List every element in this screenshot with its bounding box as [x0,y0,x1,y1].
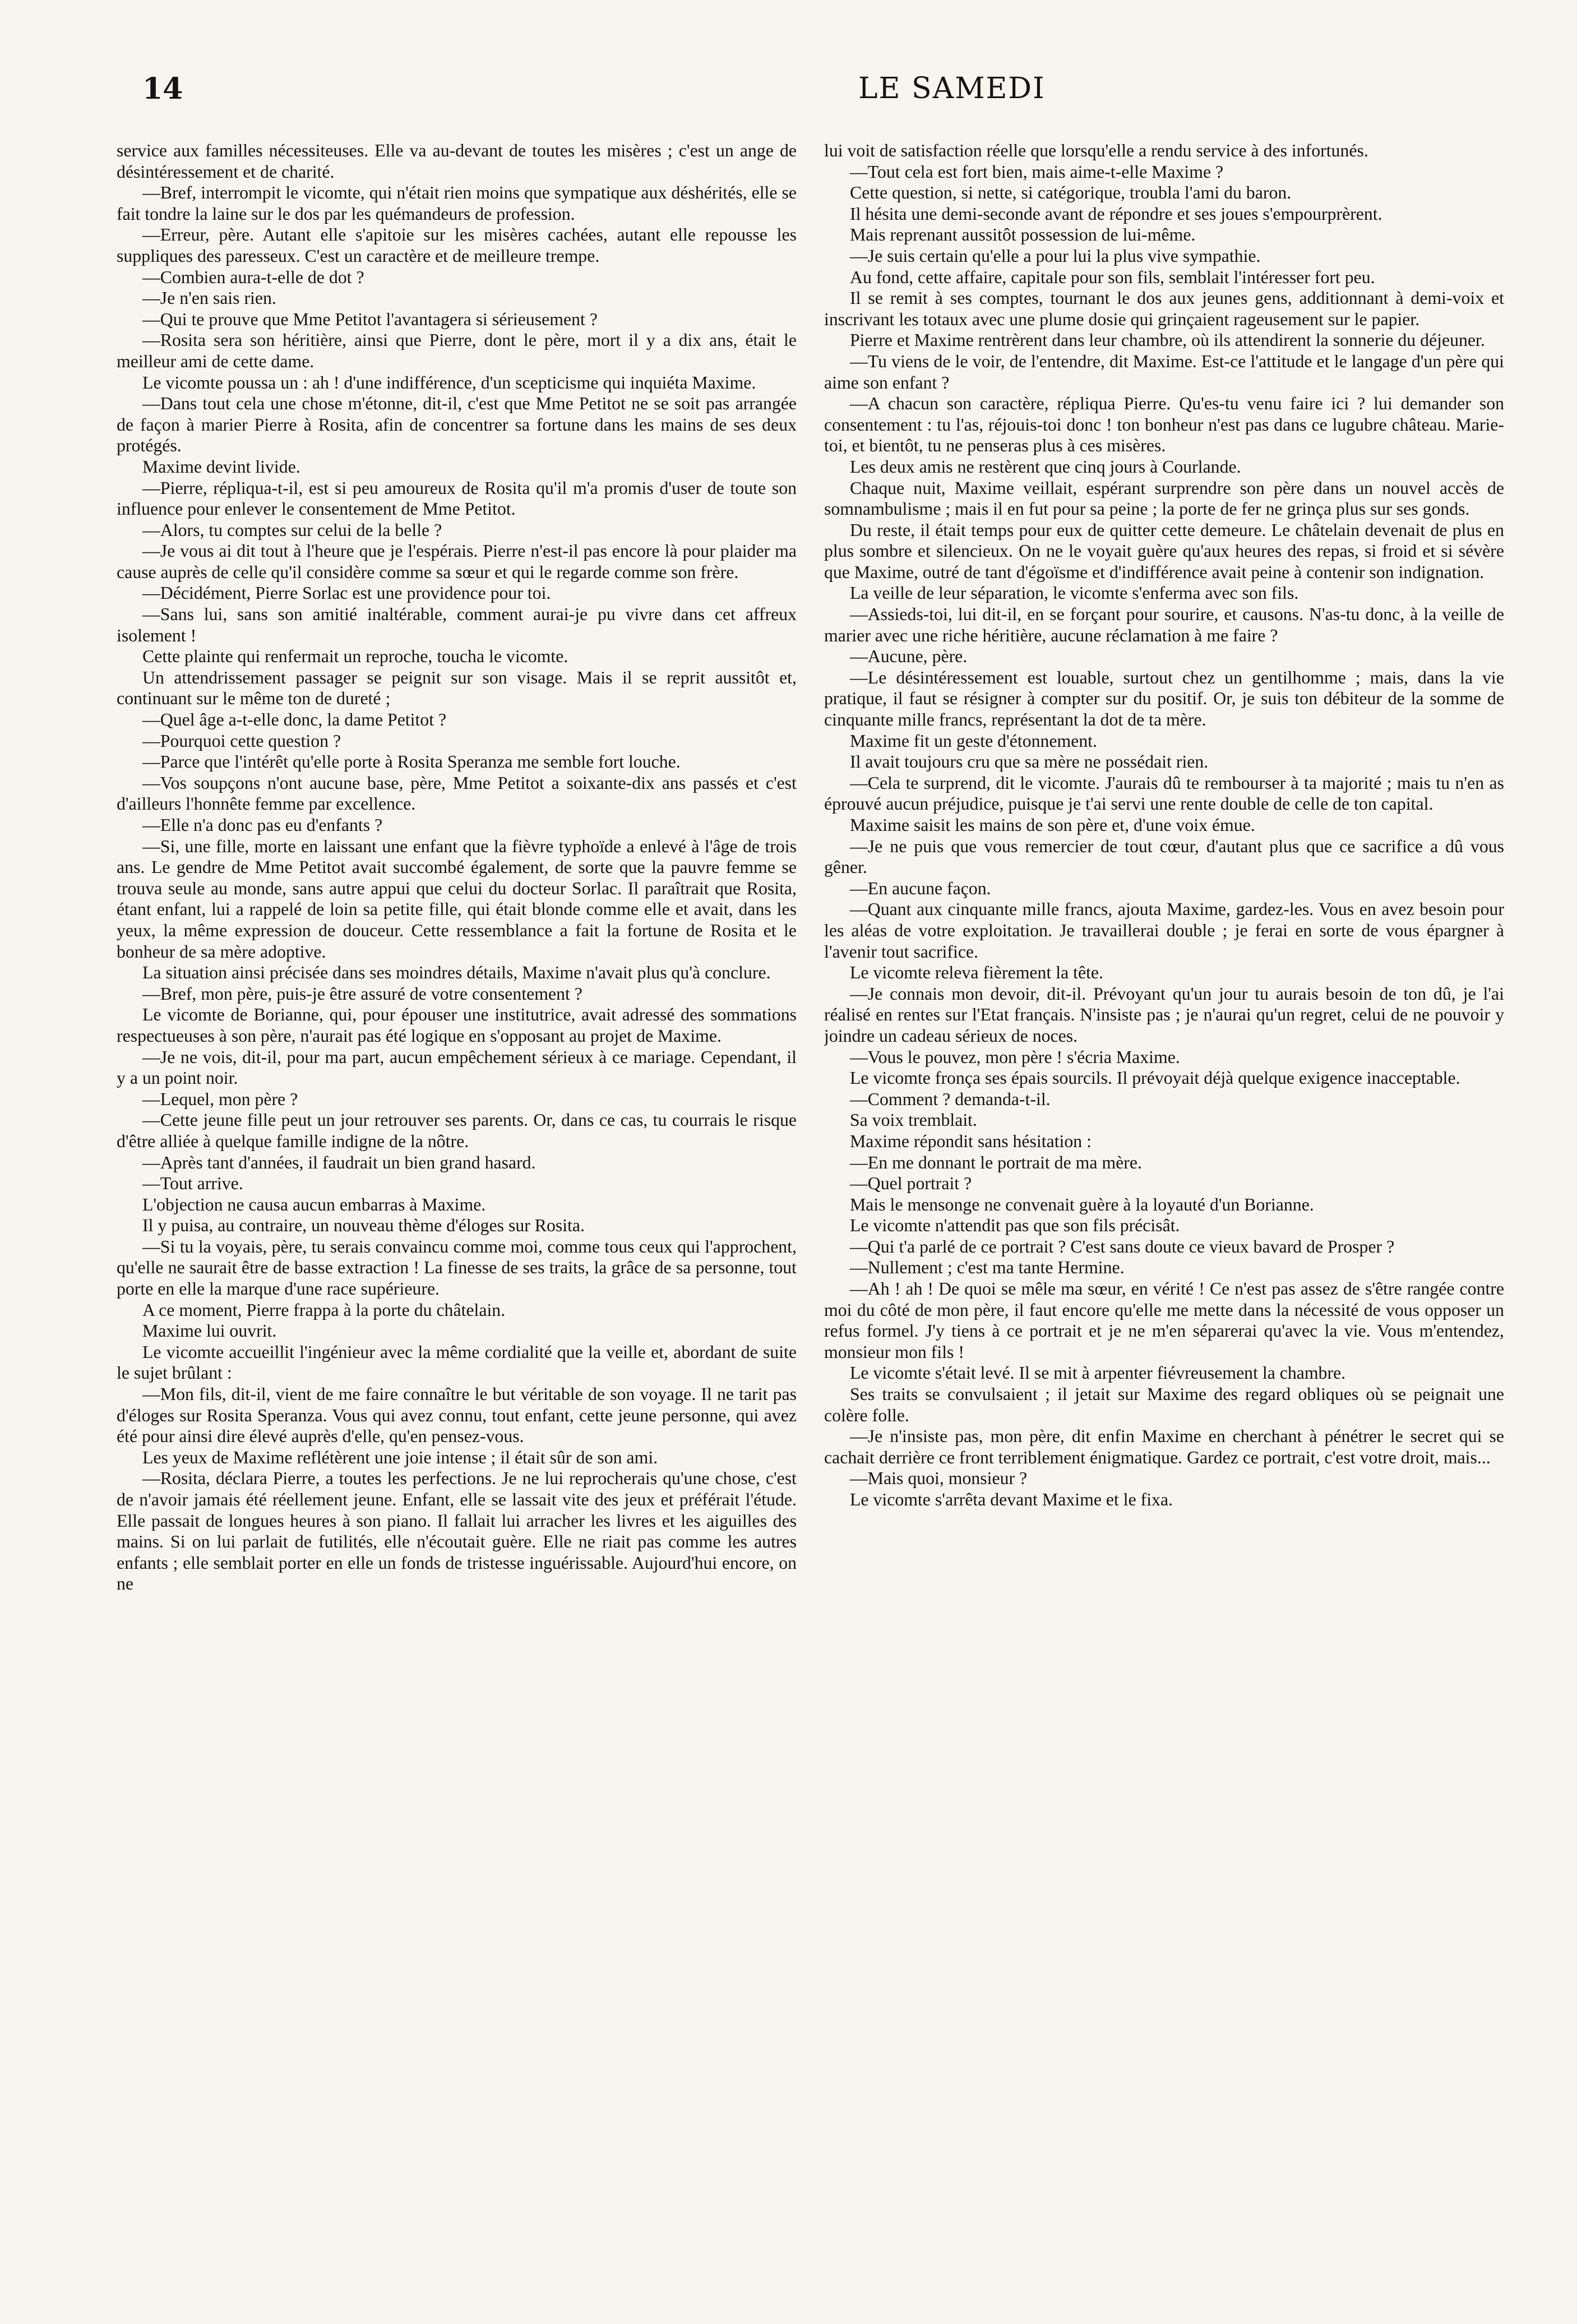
paragraph: Il se remit à ses comptes, tournant le dos aux jeunes gens, additionnant à demi-voix et inscrivant les totaux avec une plume dosie qui grinçaient rageusement sur le papier. [824,288,1504,329]
paragraph: —Je connais mon devoir, dit-il. Prévoyant qu'un jour tu aurais besoin de ton dû, je l'ai réalisé en rentes sur l'Etat français. N'insiste pas ; je n'aurai qu'un regret, celui de ne pouvoir y joindre un cadeau sérieux de noces. [824,983,1504,1046]
paragraph: —Bref, mon père, puis-je être assuré de votre consentement ? [142,983,582,1004]
paragraph: Il y puisa, au contraire, un nouveau thème d'éloges sur Rosita. [142,1216,585,1236]
text-column-left [117,140,797,2293]
paragraph: —Je suis certain qu'elle a pour lui la plus vive sympathie. [850,246,1261,266]
paragraph: Au fond, cette affaire, capitale pour son fils, semblait l'intéresser fort peu. [850,267,1375,287]
paragraph: Du reste, il était temps pour eux de quitter cette demeure. Le châtelain devenait de plus en plus sombre et silencieux. On ne le voyait guère qu'aux heures des repas, si froid et si sévère que Maxime, outré de tant d'égoïsme et d'indifférence avait peine à contenir son indignation. [824,520,1504,582]
paragraph: —Bref, interrompit le vicomte, qui n'était rien moins que sympatique aux déshérités, elle se fait tondre la laine sur le dos par les quémandeurs de profession. [117,183,797,224]
paragraph: Maxime lui ouvrit. [142,1321,277,1341]
paragraph: —Quel âge a-t-elle donc, la dame Petitot ? [142,710,447,730]
paragraph: —Cette jeune fille peut un jour retrouver ses parents. Or, dans ce cas, tu courrais le risque d'être alliée à quelque famille indigne de la nôtre. [117,1110,797,1151]
paragraph: —Je n'insiste pas, mon père, dit enfin Maxime en cherchant à pénétrer le secret qui se cachait derrière ce front terriblement énigmatique. Gardez ce portrait, c'est votre droit, mais... [824,1426,1504,1467]
paragraph: —Nullement ; c'est ma tante Hermine. [850,1258,1125,1278]
paragraph: Maxime saisit les mains de son père et, d'une voix émue. [850,815,1255,835]
paragraph: —Lequel, mon père ? [142,1089,298,1109]
paragraph: service aux familles nécessiteuses. Elle va au-devant de toutes les misères ; c'est un ange de désintéressement et de charité. [117,141,797,182]
paragraph: —Tout arrive. [142,1173,243,1194]
paragraph: —Tu viens de le voir, de l'entendre, dit Maxime. Est-ce l'attitude et le langage d'un père qui aime son enfant ? [824,351,1504,392]
paragraph: Le vicomte releva fièrement la tête. [850,963,1103,983]
paragraph: Maxime répondit sans hésitation : [850,1131,1092,1151]
paragraph: Les yeux de Maxime reflétèrent une joie intense ; il était sûr de son ami. [142,1447,658,1467]
paragraph: Le vicomte n'attendit pas que son fils précisât. [850,1216,1180,1236]
paragraph: Il avait toujours cru que sa mère ne possédait rien. [850,752,1209,772]
paragraph: Maxime fit un geste d'étonnement. [850,731,1098,751]
paragraph: —Si tu la voyais, père, tu serais convaincu comme moi, comme tous ceux qui l'approchent, qu'elle ne saurait être de basse extraction ! La finesse de ses traits, la grâce de sa personne, tout porte en elle la marque d'une race supérieure. [117,1236,797,1299]
paragraph: La veille de leur séparation, le vicomte s'enferma avec son fils. [850,583,1299,603]
paragraph: —Dans tout cela une chose m'étonne, dit-il, c'est que Mme Petitot ne se soit pas arrangée de façon à marier Pierre à Rosita, afin de concentrer sa fortune dans les mains de ses deux protégés. [117,394,797,456]
paragraph: Mais le mensonge ne convenait guère à la loyauté d'un Borianne. [850,1194,1314,1214]
paragraph: Chaque nuit, Maxime veillait, espérant surprendre son père dans un nouvel accès de somnambulisme ; mais il en fut pour sa peine ; la porte de fer ne grinça plus sur ses gonds. [824,478,1504,519]
paragraph: —Vous le pouvez, mon père ! s'écria Maxime. [850,1047,1180,1067]
running-head [117,72,1476,111]
paragraph: —Qui t'a parlé de ce portrait ? C'est sans doute ce vieux bavard de Prosper ? [850,1236,1395,1256]
paragraph: Cette question, si nette, si catégorique, troubla l'ami du baron. [850,183,1292,203]
paragraph: La situation ainsi précisée dans ses moindres détails, Maxime n'avait plus qu'à conclure. [142,963,771,983]
paragraph: Le vicomte s'était levé. Il se mit à arpenter fiévreusement la chambre. [850,1363,1346,1383]
paragraph: —Décidément, Pierre Sorlac est une providence pour toi. [142,583,551,603]
paragraph: —Comment ? demanda-t-il. [850,1089,1051,1109]
journal-title: LE SAMEDI [858,72,1046,105]
paragraph: —Qui te prouve que Mme Petitot l'avantagera si sérieusement ? [142,309,598,329]
paragraph: —En me donnant le portrait de ma mère. [850,1152,1142,1172]
paragraph: —Je vous ai dit tout à l'heure que je l'espérais. Pierre n'est-il pas encore là pour plaider ma cause auprès de celle qu'il considère comme sa sœur et qui le regarde comme son frère. [117,541,797,582]
paragraph: —A chacun son caractère, répliqua Pierre. Qu'es-tu venu faire ici ? lui demander son consentement : tu l'as, réjouis-toi donc ! ton bonheur n'est pas dans ce lugubre château. Marie-toi, et bientôt, tu ne penseras plus à ces misères. [824,394,1504,456]
paragraph: —Aucune, père. [850,646,968,667]
paragraph: —Si, une fille, morte en laissant une enfant que la fièvre typhoïde a enlevé à l'âge de trois ans. Le gendre de Mme Petitot avait succombé également, de sorte que la pauvre femme se trouva seule au monde, sans autre appui que celui du docteur Sorlac. Il paraîtrait que Rosita, étant enfant, lui a rappelé de loin sa petite fille, qui était blonde comme elle et avait, dans les yeux, la même expression de douceur. Cette ressemblance a fait la fortune de Rosita et le bonheur de sa mère adoptive. [117,836,797,962]
paragraph: Pierre et Maxime rentrèrent dans leur chambre, où ils attendirent la sonnerie du déjeuner. [850,330,1485,350]
paragraph: —Cela te surprend, dit le vicomte. J'aurais dû te rembourser à ta majorité ; mais tu n'en as éprouvé aucun préjudice, puisque je t'ai servi une rente double de celle de ton capital. [824,773,1504,814]
paragraph: Le vicomte s'arrêta devant Maxime et le fixa. [850,1490,1173,1509]
paragraph: Les deux amis ne restèrent que cinq jours à Courlande. [850,456,1241,477]
paragraph: —En aucune façon. [850,878,991,898]
paragraph: Le vicomte accueillit l'ingénieur avec la même cordialité que la veille et, abordant de suite le sujet brûlant : [117,1342,797,1383]
paragraph: —Pourquoi cette question ? [142,731,341,751]
paragraph: —Erreur, père. Autant elle s'apitoie sur les misères cachées, autant elle repousse les suppliques des paresseux. C'est un caractère et de meilleure trempe. [117,225,797,266]
paragraph: Il hésita une demi-seconde avant de répondre et ses joues s'empourprèrent. [850,204,1382,224]
page-number: 14 [142,72,183,106]
paragraph: —Rosita, déclara Pierre, a toutes les perfections. Je ne lui reprocherais qu'une chose, c'est de n'avoir jamais été réellement jeune. Enfant, elle se lassait vite des jeux et préférait l'étude. Elle passait de longues heures à son piano. Il fallait lui arracher les livres et les aiguilles des mains. Si on lui parlait de futilités, elle n'écoutait guère. Elle ne riait pas comme les autres enfants ; elle semblait porter en elle un fonds de tristesse inguérissable. Aujourd'hui encore, on ne [117,1468,797,1594]
paragraph: Sa voix tremblait. [850,1110,977,1130]
paragraph: —Le désintéressement est louable, surtout chez un gentilhomme ; mais, dans la vie pratique, il faut se résigner à compter sur du positif. Or, je suis ton débiteur de la somme de cinquante mille francs, représentant la dot de ta mère. [824,667,1504,730]
paragraph: —Je ne puis que vous remercier de tout cœur, d'autant plus que ce sacrifice a dû vous gêner. [824,836,1504,877]
paragraph: Le vicomte fronça ses épais sourcils. Il prévoyait déjà quelque exigence inacceptable. [850,1068,1460,1088]
paragraph: —Parce que l'intérêt qu'elle porte à Rosita Speranza me semble fort louche. [142,752,681,772]
paragraph: —Pierre, répliqua-t-il, est si peu amoureux de Rosita qu'il m'a promis d'user de toute son influence pour enlever le consentement de Mme Petitot. [117,478,797,519]
paragraph: —Je ne vois, dit-il, pour ma part, aucun empêchement sérieux à ce mariage. Cependant, il y a un point noir. [117,1047,797,1088]
paragraph: —Je n'en sais rien. [142,288,276,308]
paragraph: —Rosita sera son héritière, ainsi que Pierre, dont le père, mort il y a dix ans, était le meilleur ami de cette dame. [117,330,797,371]
paragraph: —Après tant d'années, il faudrait un bien grand hasard. [142,1152,536,1172]
paragraph: L'objection ne causa aucun embarras à Maxime. [142,1194,486,1214]
paragraph: Mais reprenant aussitôt possession de lui-même. [850,225,1196,245]
paragraph: —Ah ! ah ! De quoi se mêle ma sœur, en vérité ! Ce n'est pas assez de s'être rangée contre moi du côté de mon père, il faut encore qu'elle me mette dans la nécessité de vous opposer un refus formel. J'y tiens à ce portrait et je ne m'en séparerai qu'avec la vie. Vous m'entendez, monsieur mon fils ! [824,1279,1504,1362]
paragraph: —Tout cela est fort bien, mais aime-t-elle Maxime ? [850,161,1224,182]
paragraph: lui voit de satisfaction réelle que lorsqu'elle a rendu service à des infortunés. [824,141,1368,160]
paragraph: —Combien aura-t-elle de dot ? [142,267,364,287]
paragraph: Le vicomte de Borianne, qui, pour épouser une institutrice, avait adressé des sommations respectueuses à son père, n'aurait pas été logique en s'opposant au projet de Maxime. [117,1005,797,1046]
paragraph: —Quel portrait ? [850,1173,972,1194]
paragraph: —Elle n'a donc pas eu d'enfants ? [142,815,383,835]
text-column-right [824,140,1504,2293]
paragraph: —Mais quoi, monsieur ? [850,1468,1028,1489]
paragraph: Maxime devint livide. [142,456,300,477]
paragraph: Cette plainte qui renfermait un reproche, toucha le vicomte. [142,646,568,667]
paragraph: A ce moment, Pierre frappa à la porte du châtelain. [142,1300,506,1320]
paragraph: —Mon fils, dit-il, vient de me faire connaître le but véritable de son voyage. Il ne tarit pas d'éloges sur Rosita Speranza. Vous qui avez connu, tout enfant, cette jeune personne, qui avez été pour ainsi dire élevé auprès d'elle, qu'en pensez-vous. [117,1384,797,1447]
paragraph: Ses traits se convulsaient ; il jetait sur Maxime des regard obliques où se peignait une colère folle. [824,1384,1504,1425]
paragraph: —Vos soupçons n'ont aucune base, père, Mme Petitot a soixante-dix ans passés et c'est d'ailleurs l'honnête femme par excellence. [117,773,797,814]
paragraph: —Alors, tu comptes sur celui de la belle ? [142,520,442,540]
paragraph: —Assieds-toi, lui dit-il, en se forçant pour sourire, et causons. N'as-tu donc, à la veille de marier avec une riche héritière, aucune réclamation à me faire ? [824,604,1504,645]
paragraph: —Quant aux cinquante mille francs, ajouta Maxime, gardez-les. Vous en avez besoin pour les aléas de votre exploitation. Je travaillerai double ; je ferai en sorte de vous épargner à l'avenir tout sacrifice. [824,899,1504,962]
paragraph: Un attendrissement passager se peignit sur son visage. Mais il se reprit aussitôt et, continuant sur le même ton de dureté ; [117,667,797,709]
paragraph: —Sans lui, sans son amitié inaltérable, comment aurai-je pu vivre dans cet affreux isolement ! [117,604,797,645]
paragraph: Le vicomte poussa un : ah ! d'une indifférence, d'un scepticisme qui inquiéta Maxime. [142,372,756,392]
